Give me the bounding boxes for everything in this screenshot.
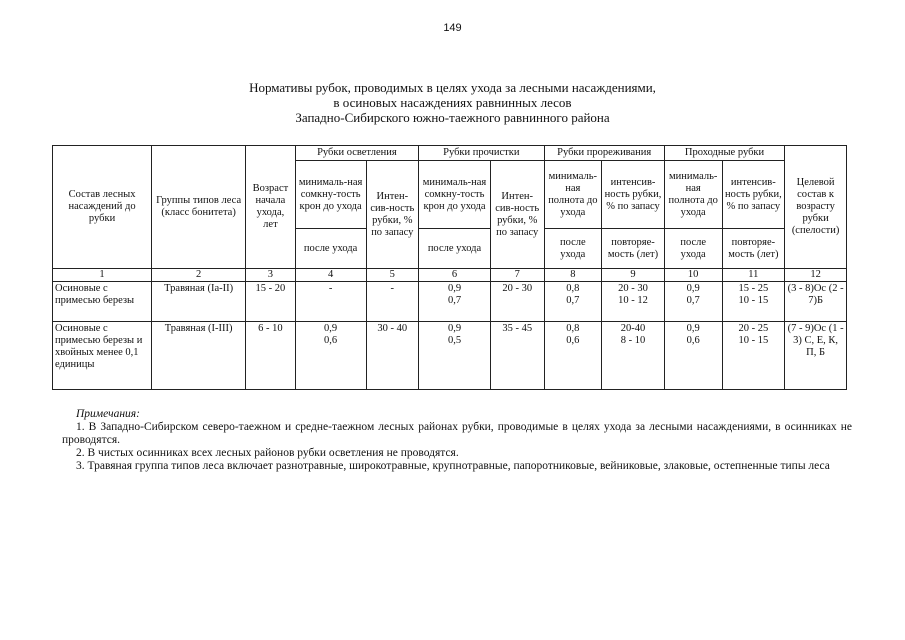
header-target: Целевой состав к возрасту рубки (спелости)	[785, 146, 847, 269]
column-number: 7	[490, 269, 544, 282]
header-start-age: Возраст начала ухода, лет	[246, 146, 296, 269]
header-thin-intensity: интенсив-ность рубки, % по запасу	[602, 161, 665, 229]
header-row-1	[53, 146, 847, 161]
value-before: 0,8	[566, 323, 580, 334]
cell-clean-min	[419, 322, 491, 390]
value-after: 0,7	[566, 295, 580, 306]
column-number: 3	[246, 269, 296, 282]
header-clean-after: после ухода	[419, 229, 491, 269]
value-after: 0,6	[686, 335, 700, 346]
header-thin-repeat: повторяе-мость (лет)	[602, 229, 665, 269]
value-after: 0,5	[447, 335, 462, 346]
header-composition: Состав лесных насаждений до рубки	[53, 146, 152, 269]
note-item: 2. В чистых осинниках всех лесных районов рубки осветления не проводятся.	[76, 447, 459, 459]
cell-light-intensity: -	[366, 282, 419, 322]
column-number: 12	[785, 269, 847, 282]
column-number: 5	[366, 269, 419, 282]
note-item: 1. В Западно-Сибирском северо-таежном и средне-таежном лесных районах рубки, проводимые в целях ухода за лесными насаждениями, в осинниках не проводятся.	[62, 421, 852, 446]
value-before: 0,9	[324, 323, 338, 334]
cell-forest-type: Травяная (I-III)	[152, 322, 246, 390]
cell-thin-intensity	[602, 282, 665, 322]
note-item: 3. Травяная группа типов леса включает разнотравные, широкотравные, крупнотравные, папоротниковые, вейниковые, злаковые, остепненные типы леса	[76, 460, 830, 472]
cell-composition: Осиновые с примесью березы	[53, 282, 152, 322]
value-before: 0,8	[566, 283, 580, 294]
column-number: 11	[722, 269, 785, 282]
cell-thin-intensity	[602, 322, 665, 390]
value-intensity: 20 - 30	[618, 283, 648, 294]
title-line-3: Западно-Сибирского южно-таежного равнинного района	[295, 110, 610, 125]
value-intensity: 20 - 25	[738, 323, 769, 334]
title-line-1: Нормативы рубок, проводимых в целях ухода за лесными насаждениями,	[249, 80, 656, 95]
column-number: 2	[152, 269, 246, 282]
header-thin-min-density: минималь-ная полнота до ухода	[544, 161, 602, 229]
value-before: 0,9	[686, 283, 700, 294]
cell-pass-min	[664, 282, 722, 322]
norms-table	[52, 145, 847, 390]
value-intensity: 20-40	[620, 323, 646, 334]
notes-section	[62, 408, 852, 473]
header-light-intensity: Интен-сив-ность рубки, % по запасу	[366, 161, 419, 269]
column-number: 4	[295, 269, 366, 282]
header-thin-after: после ухода	[544, 229, 602, 269]
notes-title: Примечания:	[76, 408, 140, 420]
value-after: 0,6	[566, 335, 580, 346]
value-after: 0,7	[447, 295, 462, 306]
cell-start-age: 6 - 10	[246, 322, 296, 390]
cell-clean-intensity: 35 - 45	[490, 322, 544, 390]
column-number: 1	[53, 269, 152, 282]
page-number: 149	[443, 22, 462, 34]
cell-target: (7 - 9)Ос (1 - 3) С, Е, К, П, Б	[785, 322, 847, 390]
column-number: 8	[544, 269, 602, 282]
header-clean-min-closure: минималь-ная сомкну-тость крон до ухода	[419, 161, 491, 229]
cell-pass-min	[664, 322, 722, 390]
header-pass-repeat: повторяе-мость (лет)	[722, 229, 785, 269]
header-light-after: после ухода	[295, 229, 366, 269]
value-repeat: 10 - 15	[738, 295, 769, 306]
value-before: -	[328, 283, 333, 294]
document-title	[0, 80, 905, 125]
header-pass-intensity: интенсив-ность рубки, % по запасу	[722, 161, 785, 229]
value-after: 0,7	[686, 295, 700, 306]
cell-target: (3 - 8)Ос (2 - 7)Б	[785, 282, 847, 322]
cell-pass-intensity	[722, 282, 785, 322]
cell-light-intensity: 30 - 40	[366, 322, 419, 390]
cell-light-min	[295, 282, 366, 322]
header-thinning: Рубки прореживания	[544, 146, 664, 161]
cell-clean-intensity: 20 - 30	[490, 282, 544, 322]
value-before: 0,9	[447, 323, 462, 334]
header-passage: Проходные рубки	[664, 146, 784, 161]
header-clean-intensity: Интен-сив-ность рубки, % по запасу	[490, 161, 544, 269]
cell-forest-type: Травяная (Iа-II)	[152, 282, 246, 322]
header-forest-types: Группы типов леса (класс бонитета)	[152, 146, 246, 269]
cell-light-min	[295, 322, 366, 390]
title-line-2: в осиновых насаждениях равнинных лесов	[333, 95, 572, 110]
column-number: 6	[419, 269, 491, 282]
value-intensity: 15 - 25	[738, 283, 769, 294]
value-before: 0,9	[686, 323, 700, 334]
header-lightening: Рубки осветления	[295, 146, 418, 161]
value-repeat: 10 - 15	[738, 335, 769, 346]
column-number-row	[53, 269, 847, 282]
table-row	[53, 282, 847, 322]
cell-thin-min	[544, 282, 602, 322]
value-after: 0,6	[324, 335, 338, 346]
value-before: 0,9	[447, 283, 462, 294]
cell-pass-intensity	[722, 322, 785, 390]
cell-thin-min	[544, 322, 602, 390]
column-number: 10	[664, 269, 722, 282]
table-row	[53, 322, 847, 390]
header-light-min-closure: минималь-ная сомкну-тость крон до ухода	[295, 161, 366, 229]
header-cleaning: Рубки прочистки	[419, 146, 544, 161]
cell-composition: Осиновые с примесью березы и хвойных менее 0,1 единицы	[53, 322, 152, 390]
value-repeat: 10 - 12	[618, 295, 648, 306]
value-repeat: 8 - 10	[620, 335, 646, 346]
header-pass-min-density: минималь-ная полнота до ухода	[664, 161, 722, 229]
cell-start-age: 15 - 20	[246, 282, 296, 322]
column-number: 9	[602, 269, 665, 282]
cell-clean-min	[419, 282, 491, 322]
header-pass-after: после ухода	[664, 229, 722, 269]
